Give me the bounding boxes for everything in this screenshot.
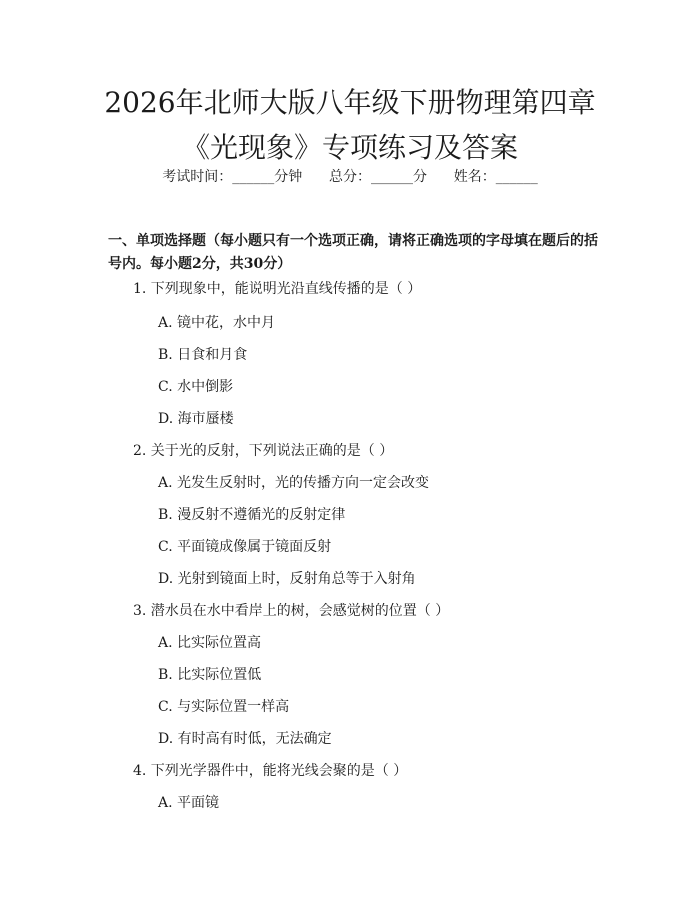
document-title: 2026年北师大版八年级下册物理第四章《光现象》专项练习及答案 bbox=[104, 86, 596, 164]
question-2-option-a: A. 光发生反射时，光的传播方向一定会改变 bbox=[158, 475, 430, 491]
question-3-option-b: B. 比实际位置低 bbox=[158, 667, 262, 683]
question-2-option-c: C. 平面镜成像属于镜面反射 bbox=[158, 539, 332, 555]
section-title: 一、单项选择题（每小题只有一个选项正确，请将正确选项的字母填在题后的括号内。每小题2分，共30分） bbox=[108, 233, 598, 272]
question-3: 3. 潜水员在水中看岸上的树，会感觉树的位置（ ） bbox=[133, 603, 450, 619]
question-4: 4. 下列光学器件中，能将光线会聚的是（ ） bbox=[133, 763, 408, 779]
question-3-option-a: A. 比实际位置高 bbox=[158, 635, 262, 651]
question-1-option-d: D. 海市蜃楼 bbox=[158, 411, 234, 427]
question-1-option-a: A. 镜中花，水中月 bbox=[158, 315, 276, 331]
question-1: 1. 下列现象中，能说明光沿直线传播的是（ ） bbox=[133, 281, 422, 297]
exam-meta-line: 考试时间：______分钟 总分：______分 姓名：______ bbox=[162, 169, 538, 185]
question-3-option-c: C. 与实际位置一样高 bbox=[158, 699, 290, 715]
question-2-option-d: D. 光射到镜面上时，反射角总等于入射角 bbox=[158, 571, 416, 587]
question-2-option-b: B. 漫反射不遵循光的反射定律 bbox=[158, 507, 346, 523]
question-4-option-a: A. 平面镜 bbox=[158, 795, 220, 811]
question-1-option-b: B. 日食和月食 bbox=[158, 347, 248, 363]
question-2: 2. 关于光的反射，下列说法正确的是（ ） bbox=[133, 443, 394, 459]
question-1-option-c: C. 水中倒影 bbox=[158, 379, 234, 395]
question-3-option-d: D. 有时高有时低，无法确定 bbox=[158, 731, 332, 747]
